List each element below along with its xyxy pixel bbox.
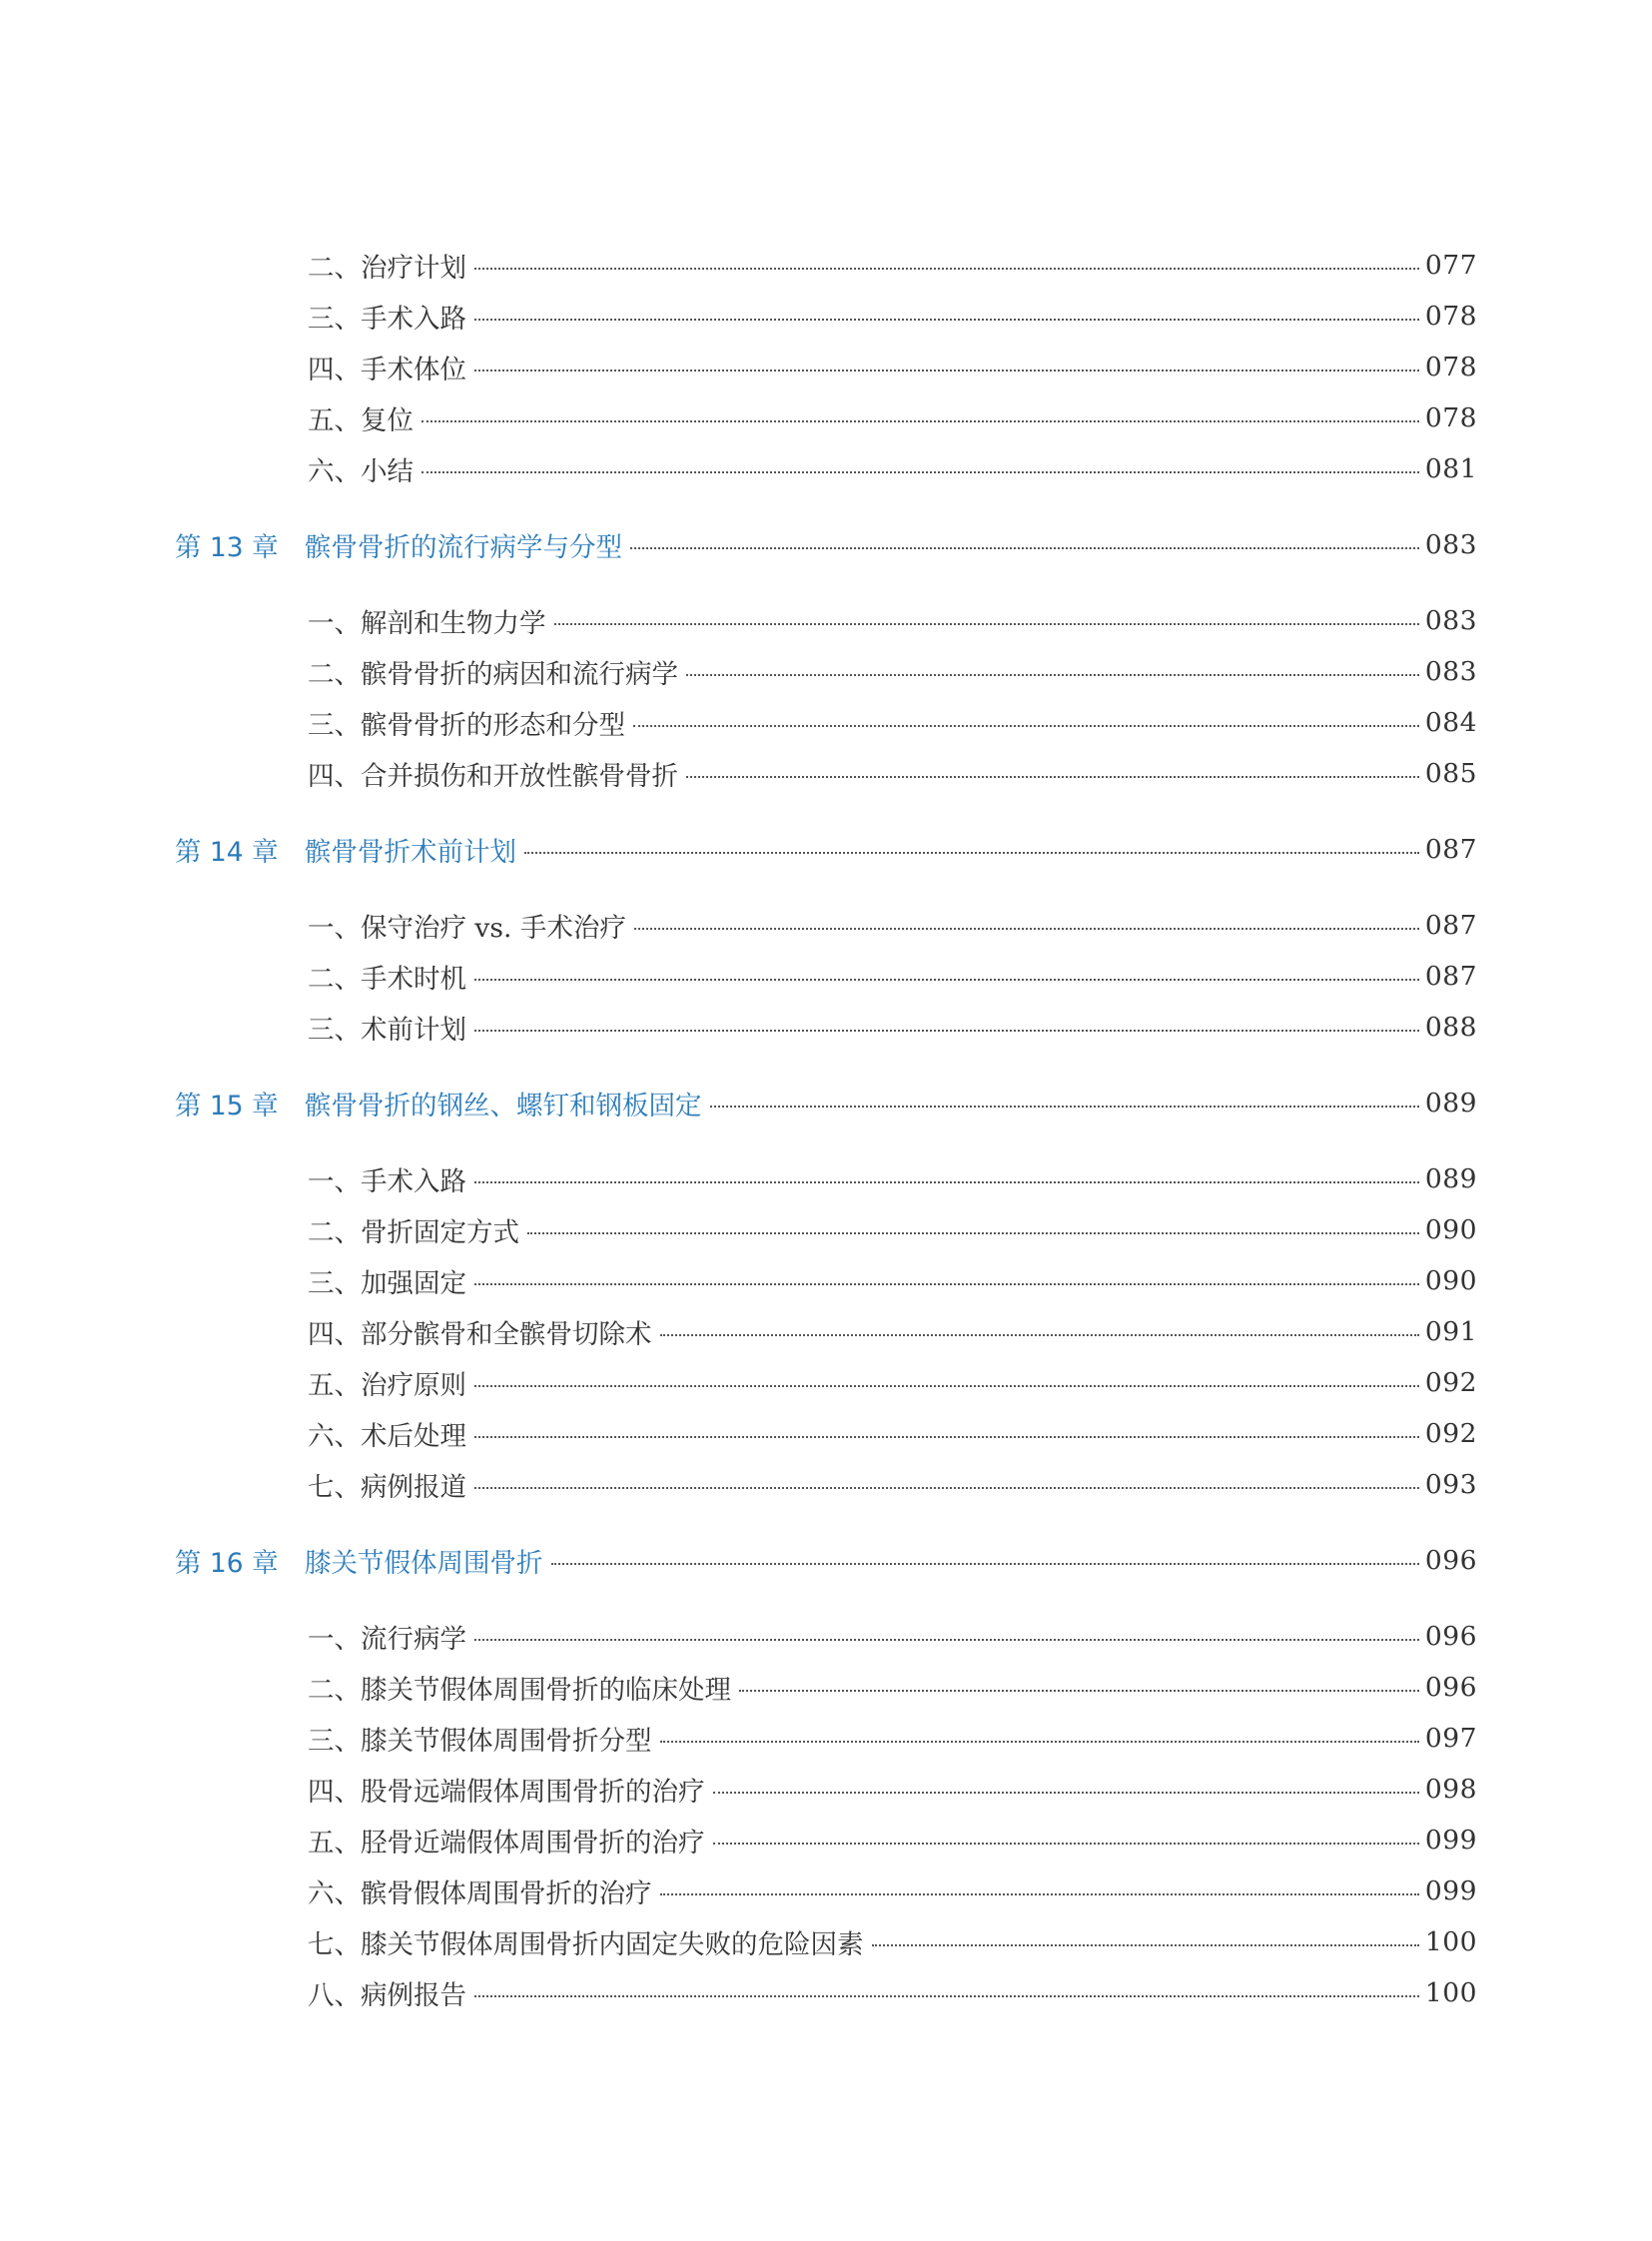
dot-leader	[474, 1487, 1419, 1489]
page-number: 100	[1424, 1976, 1477, 2008]
toc-entry[interactable]	[0, 1362, 1652, 1402]
page-number: 100	[1424, 1925, 1477, 1957]
entry-label: 六、小结	[308, 455, 413, 487]
chapter-number: 第 15 章	[175, 1090, 279, 1121]
entry-label: 六、术后处理	[308, 1420, 466, 1452]
chapter-title: 髌骨骨折术前计划	[305, 836, 516, 868]
entry-label: 三、膝关节假体周围骨折分型	[308, 1725, 652, 1757]
toc-entry[interactable]	[0, 1921, 1652, 1961]
dot-leader	[474, 268, 1419, 270]
dot-leader	[524, 852, 1419, 854]
page-number: 077	[1424, 249, 1477, 281]
toc-entry[interactable]	[0, 397, 1652, 437]
toc-entry[interactable]	[0, 702, 1652, 742]
entry-label: 五、治疗原则	[308, 1369, 466, 1401]
dot-leader	[474, 370, 1419, 372]
page-number: 081	[1424, 452, 1477, 484]
toc-entry[interactable]	[0, 1870, 1652, 1910]
page-number: 078	[1424, 300, 1477, 332]
toc-entry[interactable]	[0, 448, 1652, 488]
chapter-heading[interactable]	[0, 1083, 1652, 1122]
page-number: 088	[1424, 1011, 1477, 1043]
page-number: 096	[1424, 1671, 1477, 1703]
page-number: 099	[1424, 1824, 1477, 1856]
dot-leader	[633, 725, 1419, 727]
dot-leader	[474, 1385, 1419, 1387]
entry-label: 二、手术时机	[308, 963, 466, 995]
toc-entry[interactable]	[0, 905, 1652, 945]
entry-label: 三、加强固定	[308, 1267, 466, 1299]
toc-entry[interactable]	[0, 1769, 1652, 1809]
dot-leader	[474, 1436, 1419, 1438]
dot-leader	[686, 776, 1419, 778]
toc-entry[interactable]	[0, 1718, 1652, 1758]
page-number: 096	[1424, 1544, 1477, 1576]
page-number: 078	[1424, 401, 1477, 433]
dot-leader	[713, 1843, 1419, 1845]
chapter-title: 髌骨骨折的钢丝、螺钉和钢板固定	[305, 1090, 702, 1121]
chapter-label	[175, 525, 622, 564]
chapter-title: 膝关节假体周围骨折	[305, 1547, 543, 1579]
dot-leader	[474, 979, 1419, 981]
entry-label: 三、术前计划	[308, 1014, 466, 1046]
toc-entry[interactable]	[0, 347, 1652, 386]
page-number: 089	[1424, 1162, 1477, 1194]
entry-label: 四、合并损伤和开放性髌骨骨折	[308, 760, 678, 792]
toc-entry[interactable]	[0, 1311, 1652, 1351]
entry-label: 六、髌骨假体周围骨折的治疗	[308, 1877, 652, 1909]
chapter-heading[interactable]	[0, 1540, 1652, 1580]
toc-entry[interactable]	[0, 753, 1652, 793]
page-number: 087	[1424, 909, 1477, 941]
entry-label: 二、膝关节假体周围骨折的临床处理	[308, 1674, 731, 1706]
page-number: 096	[1424, 1620, 1477, 1652]
chapter-title: 髌骨骨折的流行病学与分型	[305, 531, 622, 563]
entry-label: 一、手术入路	[308, 1165, 466, 1197]
dot-leader	[713, 1792, 1419, 1794]
dot-leader	[474, 1181, 1419, 1183]
page-number: 092	[1424, 1417, 1477, 1449]
chapter-label	[175, 830, 516, 869]
page-number: 093	[1424, 1468, 1477, 1500]
page-number: 099	[1424, 1874, 1477, 1906]
entry-label: 一、流行病学	[308, 1623, 466, 1655]
dot-leader	[474, 1639, 1419, 1641]
toc-entry[interactable]	[0, 1413, 1652, 1453]
dot-leader	[474, 1995, 1419, 1997]
entry-label: 八、病例报告	[308, 1979, 466, 2011]
dot-leader	[630, 547, 1419, 549]
entry-label: 四、部分髌骨和全髌骨切除术	[308, 1318, 652, 1350]
chapter-number: 第 13 章	[175, 531, 279, 563]
toc-entry[interactable]	[0, 600, 1652, 640]
page-number: 098	[1424, 1773, 1477, 1805]
page-number: 090	[1424, 1213, 1477, 1245]
toc-entry[interactable]	[0, 651, 1652, 691]
page-number: 084	[1424, 706, 1477, 738]
chapter-heading[interactable]	[0, 524, 1652, 564]
page-number: 090	[1424, 1264, 1477, 1296]
dot-leader	[421, 471, 1419, 473]
dot-leader	[474, 1283, 1419, 1285]
entry-label: 二、骨折固定方式	[308, 1216, 519, 1248]
dot-leader	[660, 1334, 1419, 1336]
dot-leader	[554, 623, 1419, 625]
dot-leader	[660, 1741, 1419, 1743]
dot-leader	[474, 319, 1419, 321]
page-number: 083	[1424, 528, 1477, 560]
chapter-label	[175, 1084, 702, 1122]
chapter-label	[175, 1541, 543, 1580]
chapter-number: 第 14 章	[175, 836, 279, 868]
page-number: 097	[1424, 1722, 1477, 1754]
entry-label: 五、胫骨近端假体周围骨折的治疗	[308, 1827, 705, 1859]
toc-entry[interactable]	[0, 1158, 1652, 1198]
toc-entry[interactable]	[0, 1972, 1652, 2012]
toc-entry[interactable]	[0, 1616, 1652, 1656]
dot-leader	[710, 1106, 1419, 1108]
dot-leader	[686, 674, 1419, 676]
toc-entry[interactable]	[0, 245, 1652, 285]
dot-leader	[421, 420, 1419, 422]
toc-entry[interactable]	[0, 1464, 1652, 1504]
toc-entry[interactable]	[0, 1007, 1652, 1047]
dot-leader	[739, 1690, 1419, 1692]
toc-entry[interactable]	[0, 1260, 1652, 1300]
dot-leader	[872, 1944, 1419, 1946]
toc-entry[interactable]	[0, 296, 1652, 336]
dot-leader	[634, 928, 1419, 930]
page-number: 083	[1424, 604, 1477, 636]
entry-label: 一、保守治疗 vs. 手术治疗	[308, 912, 626, 944]
page-number: 083	[1424, 655, 1477, 687]
toc-entry[interactable]	[0, 1209, 1652, 1249]
entry-label: 五、复位	[308, 404, 413, 436]
page-number: 085	[1424, 757, 1477, 789]
page-number: 087	[1424, 833, 1477, 865]
toc-entry[interactable]	[0, 1820, 1652, 1860]
dot-leader	[660, 1893, 1419, 1895]
page-number: 091	[1424, 1315, 1477, 1347]
page-number: 089	[1424, 1087, 1477, 1119]
entry-label: 三、髌骨骨折的形态和分型	[308, 709, 625, 741]
entry-label: 四、手术体位	[308, 354, 466, 385]
entry-label: 二、髌骨骨折的病因和流行病学	[308, 658, 678, 690]
entry-label: 七、膝关节假体周围骨折内固定失败的危险因素	[308, 1928, 864, 1960]
dot-leader	[551, 1563, 1419, 1565]
dot-leader	[474, 1030, 1419, 1032]
dot-leader	[527, 1232, 1419, 1234]
entry-label: 三、手术入路	[308, 303, 466, 335]
chapter-number: 第 16 章	[175, 1547, 279, 1579]
entry-label: 二、治疗计划	[308, 252, 466, 284]
page-number: 078	[1424, 351, 1477, 382]
chapter-heading[interactable]	[0, 829, 1652, 869]
toc-entry[interactable]	[0, 956, 1652, 996]
entry-label: 一、解剖和生物力学	[308, 607, 546, 639]
page-number: 087	[1424, 960, 1477, 992]
page-number: 092	[1424, 1366, 1477, 1398]
toc-entry[interactable]	[0, 1667, 1652, 1707]
entry-label: 七、病例报道	[308, 1471, 466, 1503]
entry-label: 四、股骨远端假体周围骨折的治疗	[308, 1776, 705, 1808]
